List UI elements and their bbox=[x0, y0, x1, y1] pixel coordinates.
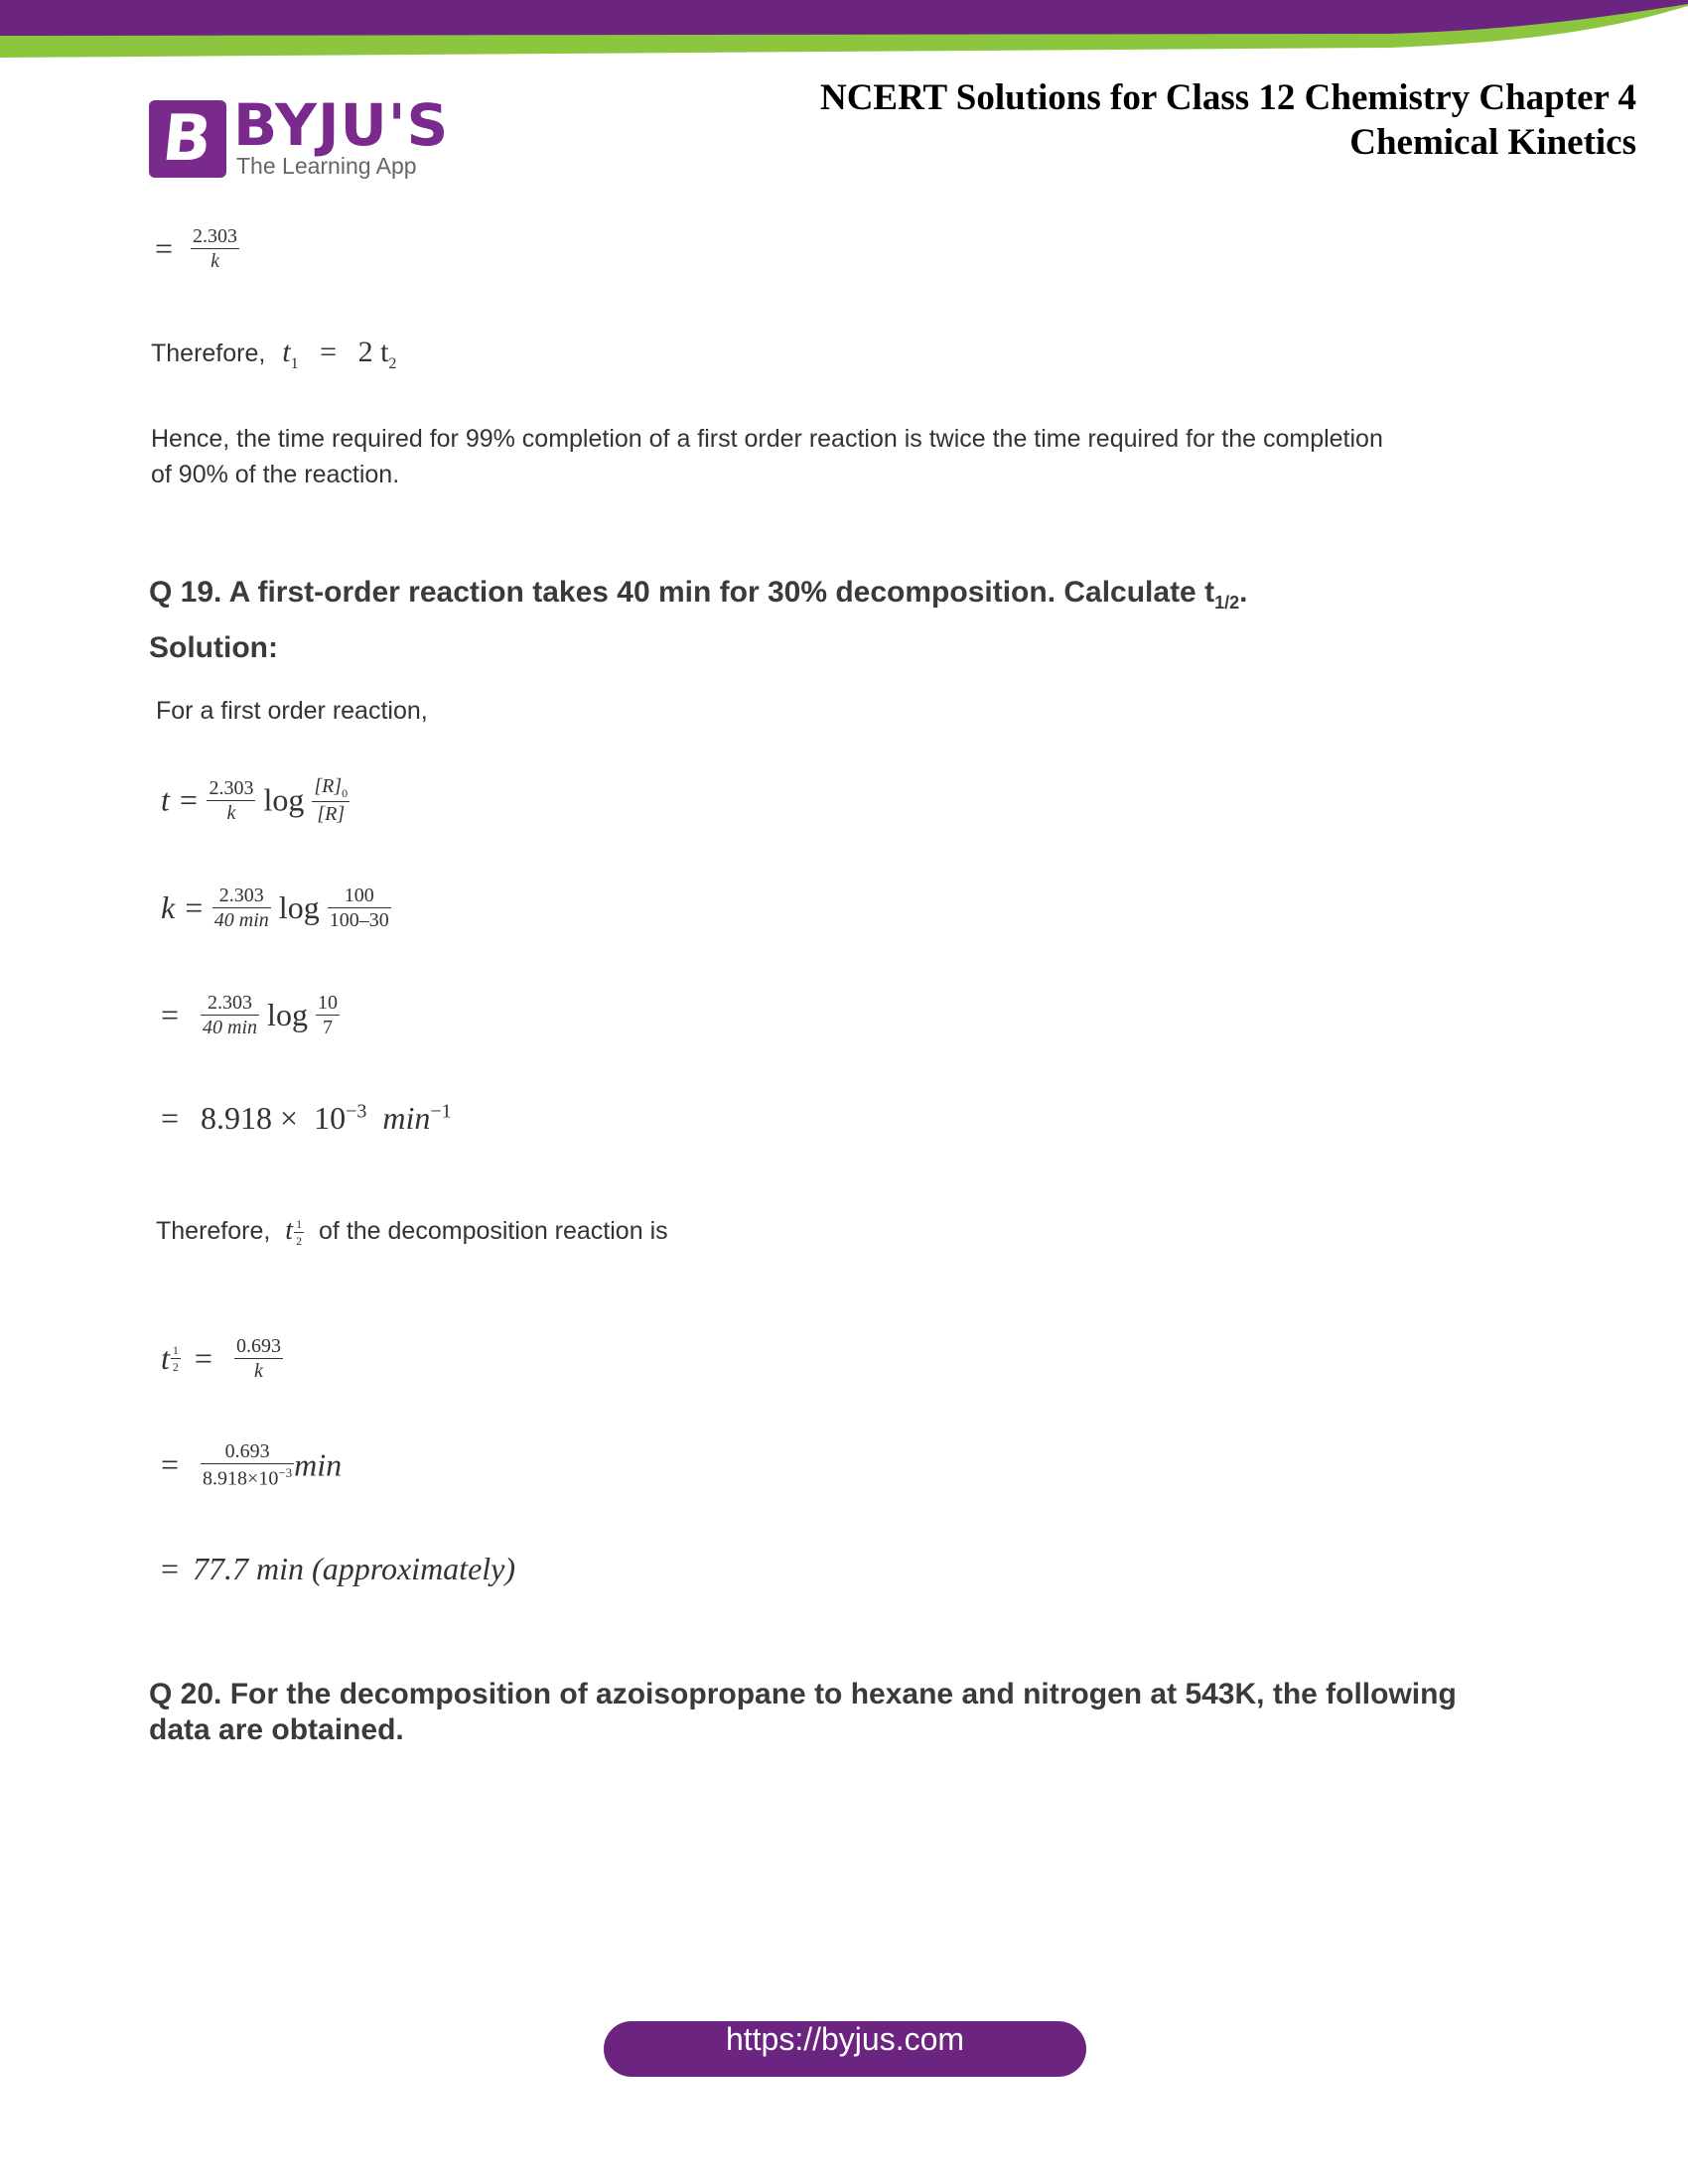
equation-2 bbox=[161, 886, 395, 930]
question-19-heading bbox=[149, 576, 1247, 614]
therefore-math: $t_1 = 2$ $t_2$ bbox=[282, 336, 397, 372]
math-t1: t bbox=[282, 336, 291, 368]
question-20-line-2: data are obtained. bbox=[149, 1713, 404, 1746]
equation-5: t $\frac{1}{2}$ = $\frac{0.693}{k}$ bbox=[161, 1335, 281, 1382]
eq5-den: k bbox=[253, 1360, 263, 1382]
logo-wordmark: BYJU'S bbox=[233, 91, 450, 159]
logo-badge bbox=[149, 100, 226, 178]
math-t2-sub: 2 bbox=[388, 355, 397, 372]
eq3-num: 2.303 bbox=[201, 993, 259, 1016]
therefore-line-2: Therefore, t $\frac{1}{2}$ of the decomposition reaction is bbox=[156, 1215, 668, 1248]
eq4-unit-exp: −1 bbox=[430, 1100, 452, 1123]
equation-6: = $\frac{0.693}{8.918\times 10^{-3}}$ min bbox=[161, 1440, 343, 1490]
eq4-value: 8.918 × bbox=[201, 1100, 299, 1136]
equation-top-fraction: = $\frac{2.303}{k}$ bbox=[155, 225, 238, 272]
equation-3: = $\frac{2.303}{40 \min}$ log $\frac{10}{7}$ bbox=[161, 992, 338, 1038]
q19-end: . bbox=[1239, 576, 1248, 609]
fraction-denominator: k bbox=[211, 250, 219, 272]
therefore2-label: Therefore, bbox=[156, 1217, 271, 1245]
therefore2-text: of the decomposition reaction is bbox=[319, 1217, 668, 1245]
eq1-lhs: t = bbox=[161, 781, 200, 818]
question-20-line-1: Q 20. For the decomposition of azoisopropane to hexane and nitrogen at 543K, the following bbox=[149, 1678, 1457, 1710]
eq2-ratio-num: 100 bbox=[328, 886, 391, 908]
page-header-title bbox=[820, 75, 1636, 165]
eq2-ratio-den: 100–30 bbox=[329, 909, 389, 931]
eq2-lhs: k = bbox=[161, 889, 205, 925]
eq2-den: 40 min bbox=[213, 909, 269, 931]
eq1-log: log bbox=[263, 781, 305, 818]
eq5-num: 0.693 bbox=[235, 1335, 281, 1357]
footer-url-link[interactable]: https://byjus.com bbox=[604, 2021, 1086, 2077]
logo-tagline: The Learning App bbox=[236, 153, 417, 179]
q19-text: Q 19. A first-order reaction takes 40 min for 30% decomposition. Calculate t bbox=[149, 576, 1215, 609]
q19-sub: 1/2 bbox=[1214, 593, 1240, 613]
eq1-ratio-sub: 0 bbox=[342, 786, 349, 800]
eq3-ratio-num: 10 bbox=[317, 992, 338, 1014]
hence-line-2: of 90% of the reaction. bbox=[151, 461, 400, 488]
eq7-value: 77.7 min (approximately) bbox=[193, 1551, 516, 1586]
eq1-ratio-den: [R] bbox=[317, 803, 346, 825]
eq3-ratio-den: 7 bbox=[322, 1017, 333, 1038]
header-title-line1: NCERT Solutions for Class 12 Chemistry Chapter 4 bbox=[819, 77, 1636, 118]
therefore-line-1 bbox=[151, 336, 396, 373]
math-t1-sub: 1 bbox=[290, 355, 299, 372]
eq6-den: 8.918×10 bbox=[203, 1467, 279, 1490]
eq2-log: log bbox=[278, 889, 320, 925]
first-order-text: For a first order reaction, bbox=[156, 697, 428, 725]
equation-4: = $8.918 \times 10^{-3}$ $\min^{-1}$ bbox=[161, 1100, 452, 1136]
equation-1 bbox=[161, 776, 353, 824]
logo-letter: B bbox=[159, 102, 215, 176]
eq4-exp: −3 bbox=[346, 1100, 367, 1123]
therefore-label: Therefore, bbox=[151, 340, 266, 367]
eq3-log: log bbox=[267, 997, 308, 1032]
eq5-lhs: t bbox=[161, 1340, 170, 1376]
eq3-den: 40 min bbox=[203, 1017, 258, 1038]
eq6-unit: min bbox=[294, 1446, 343, 1483]
solution-label: Solution: bbox=[149, 631, 278, 664]
eq1-den: k bbox=[226, 801, 236, 824]
header-title-line2: Chemical Kinetics bbox=[1349, 122, 1636, 163]
eq2-num: 2.303 bbox=[212, 886, 271, 908]
fraction-numerator: 2.303 bbox=[193, 225, 238, 247]
eq1-num: 2.303 bbox=[209, 776, 254, 799]
math-2t2: 2 t bbox=[357, 336, 389, 368]
eq6-den-exp: −3 bbox=[278, 1465, 293, 1480]
hence-line-1: Hence, the time required for 99% completion of a first order reaction is twice the time required for the completion bbox=[151, 425, 1383, 453]
eq6-num: 0.693 bbox=[201, 1441, 294, 1464]
equation-7: = 77.7 min (approximately) bbox=[161, 1551, 516, 1586]
eq4-unit: min bbox=[382, 1100, 431, 1136]
eq1-ratio-num: [R] bbox=[314, 775, 343, 797]
therefore2-t: t bbox=[285, 1215, 294, 1246]
eq4-base: 10 bbox=[314, 1100, 347, 1136]
top-banner bbox=[0, 0, 1688, 60]
